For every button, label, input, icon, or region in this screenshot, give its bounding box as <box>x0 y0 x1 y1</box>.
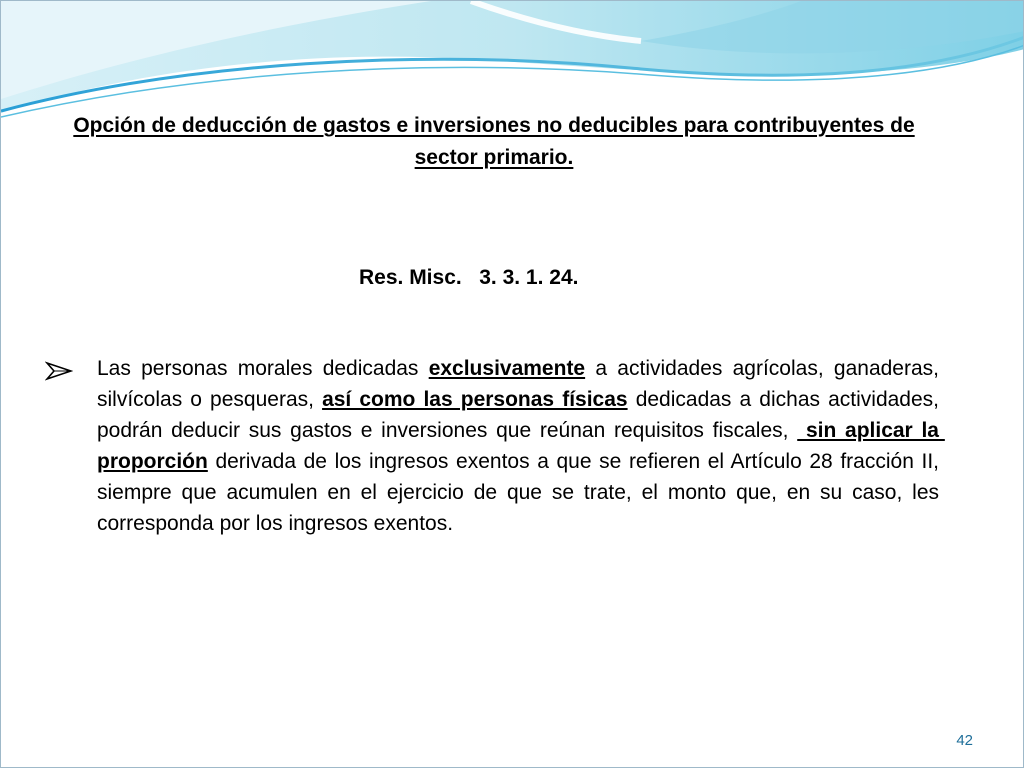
arrow-bullet-icon <box>45 361 73 381</box>
paragraph-text-1: Las personas morales dedicadas <box>97 357 429 380</box>
paragraph-text-4: derivada de los ingresos exentos a que se refieren el Artículo 28 fracción II, siempre que acumulen en el ejercicio de que se trate, el monto que, en su caso, les corresponda por los ingresos exentos. <box>97 450 939 535</box>
body-paragraph <box>97 353 945 539</box>
page-number: 42 <box>956 732 973 749</box>
paragraph-text-2: a actividades agrícolas, ganaderas, silvícolas o pesqueras, <box>97 357 939 411</box>
resolution-reference: Res. Misc. 3. 3. 1. 24. <box>359 266 579 289</box>
emphasis-personas-fisicas: así como las personas físicas <box>322 388 628 411</box>
paragraph-text-3: dedicadas a dichas actividades, podrán deducir sus gastos e inversiones que reúnan requisitos fiscales, <box>97 388 939 442</box>
slide-title: Opción de deducción de gastos e inversiones no deducibles para contribuyentes de sector primario. <box>73 114 915 169</box>
wave-header-decoration <box>1 1 1024 121</box>
emphasis-exclusivamente: exclusivamente <box>428 357 586 380</box>
emphasis-sin-aplicar-proporcion: sin aplicar la proporción <box>97 419 945 473</box>
